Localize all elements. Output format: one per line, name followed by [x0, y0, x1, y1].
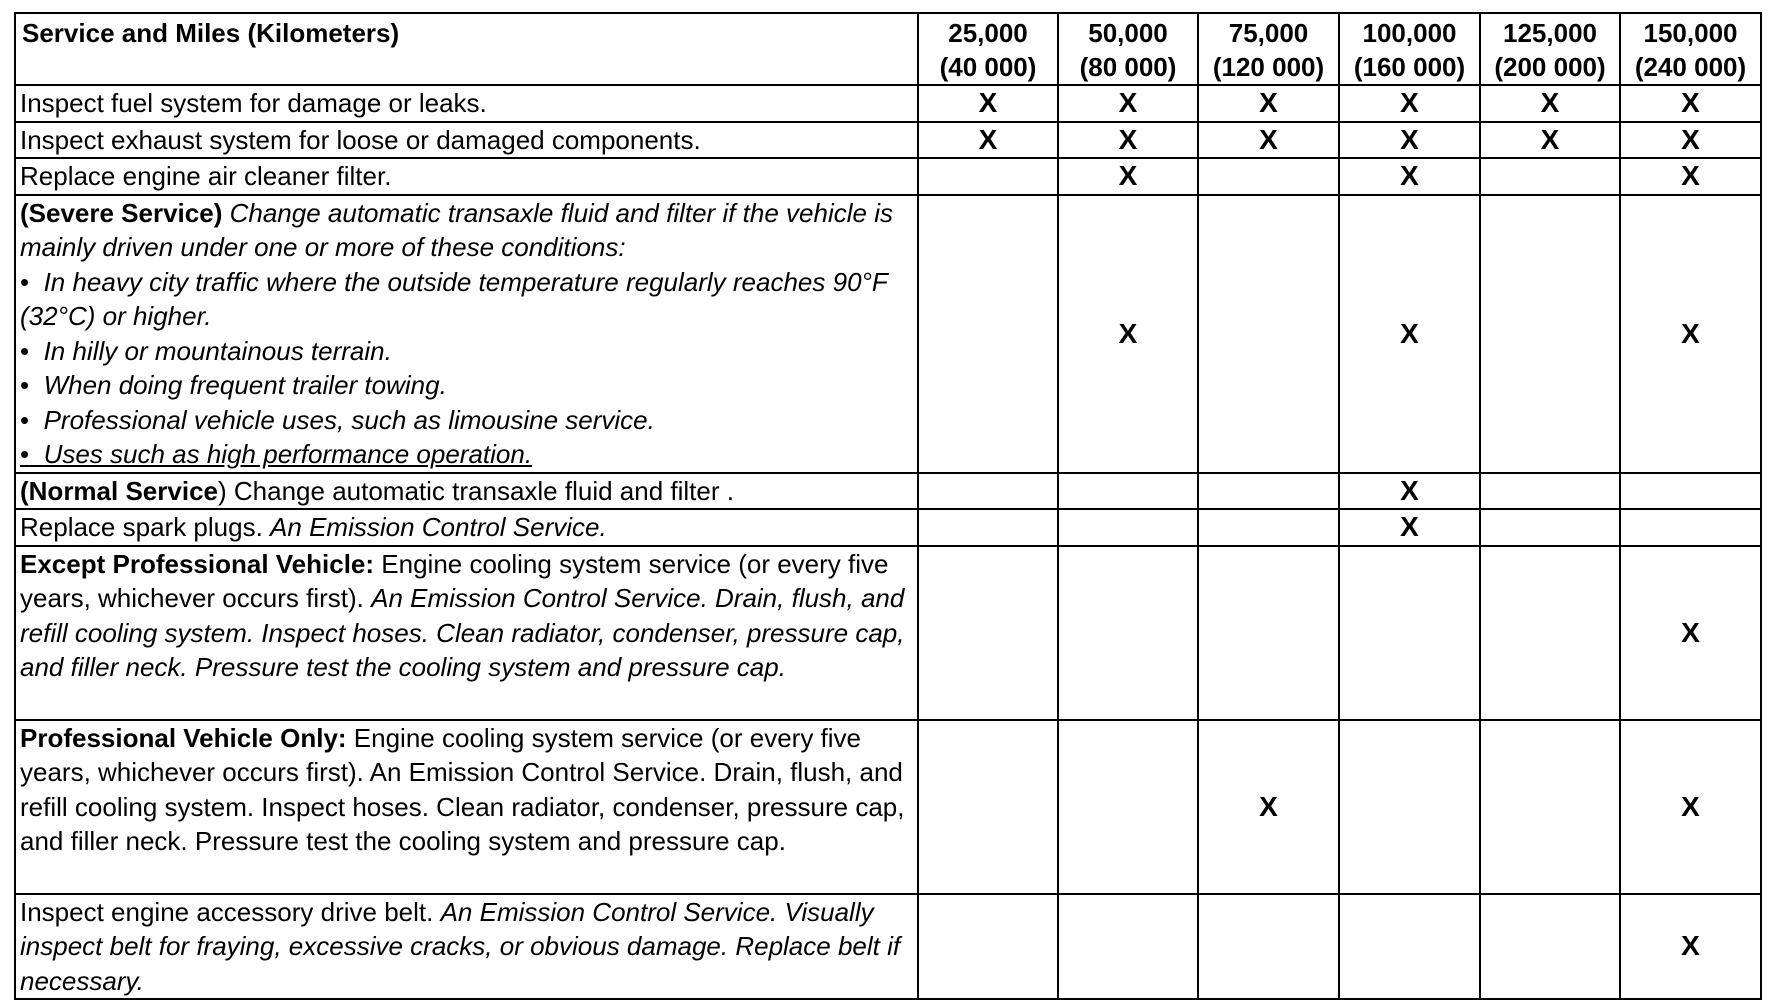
- interval-mark: [1198, 894, 1339, 999]
- interval-mark: [918, 473, 1058, 510]
- interval-mark: [1620, 473, 1761, 510]
- interval-header-50000: 50,000 (80 000): [1058, 13, 1198, 85]
- table-row: [15, 195, 1761, 473]
- interval-mark: X: [1620, 720, 1761, 894]
- table-row: [15, 894, 1761, 999]
- interval-mark: [1058, 546, 1198, 720]
- interval-mark: [1339, 894, 1480, 999]
- service-description: [15, 195, 918, 473]
- interval-mark: [918, 195, 1058, 473]
- service-description: (Normal Service) Change automatic transaxle fluid and filter .: [15, 473, 918, 510]
- interval-mark: [1198, 195, 1339, 473]
- service-description: Inspect engine accessory drive belt. An Emission Control Service. Visually inspect belt for fraying, excessive cracks, or obvious damage. Replace belt if necessary.: [15, 894, 918, 999]
- interval-mark: X: [1339, 122, 1480, 159]
- maintenance-schedule-table: [14, 12, 1762, 1000]
- interval-mark: X: [918, 122, 1058, 159]
- interval-mark: [1058, 509, 1198, 546]
- interval-mark: X: [1620, 546, 1761, 720]
- interval-mark: X: [1620, 122, 1761, 159]
- table-row: [15, 85, 1761, 122]
- interval-mark: [1198, 509, 1339, 546]
- interval-mark: X: [1339, 85, 1480, 122]
- service-lead: (Severe Service): [20, 197, 223, 228]
- interval-mark: X: [1058, 122, 1198, 159]
- interval-mark: [1058, 720, 1198, 894]
- interval-mark: [1198, 546, 1339, 720]
- interval-header-125000: 125,000 (200 000): [1480, 13, 1620, 85]
- service-description: Inspect fuel system for damage or leaks.: [15, 85, 918, 122]
- interval-mark: [1339, 546, 1480, 720]
- interval-mark: [1339, 720, 1480, 894]
- interval-mark: X: [1620, 85, 1761, 122]
- table-row: [15, 509, 1761, 546]
- interval-mark: [1480, 158, 1620, 195]
- service-column-header: Service and Miles (Kilometers): [15, 13, 918, 85]
- interval-mark: [1480, 546, 1620, 720]
- interval-mark: [918, 546, 1058, 720]
- interval-mark: [1058, 473, 1198, 510]
- table-row: [15, 122, 1761, 159]
- interval-mark: X: [1480, 85, 1620, 122]
- interval-mark: [1480, 720, 1620, 894]
- interval-mark: X: [1480, 122, 1620, 159]
- interval-mark: X: [1339, 158, 1480, 195]
- service-description: Professional Vehicle Only: Engine cooling system service (or every five years, whichever occurs first). An Emission Control Service. Drain, flush, and refill cooling system. Inspect hoses. Clean radiator, condenser, pressure cap, and filler neck. Pressure test the cooling system and pressure cap.: [15, 720, 918, 894]
- table-row: [15, 473, 1761, 510]
- interval-mark: X: [918, 85, 1058, 122]
- service-description: Replace engine air cleaner filter.: [15, 158, 918, 195]
- condition-bullet: • When doing frequent trailer towing.: [20, 370, 447, 400]
- interval-mark: [1198, 158, 1339, 195]
- interval-mark: [1620, 509, 1761, 546]
- service-description: Replace spark plugs. An Emission Control Service.: [15, 509, 918, 546]
- interval-mark: [918, 509, 1058, 546]
- header-row: [15, 13, 1761, 85]
- interval-mark: X: [1198, 85, 1339, 122]
- condition-bullet: • Uses such as high performance operation.: [20, 439, 533, 469]
- interval-mark: X: [1198, 720, 1339, 894]
- interval-mark: [1198, 473, 1339, 510]
- interval-mark: X: [1339, 509, 1480, 546]
- condition-bullet: • Professional vehicle uses, such as limousine service.: [20, 404, 655, 435]
- interval-mark: X: [1620, 195, 1761, 473]
- service-description: Except Professional Vehicle: Engine cooling system service (or every five years, whichever occurs first). An Emission Control Service. Drain, flush, and refill cooling system. Inspect hoses. Clean radiator, condenser, pressure cap, and filler neck. Pressure test the cooling system and pressure cap.: [15, 546, 918, 720]
- interval-mark: X: [1620, 894, 1761, 999]
- table-row: [15, 546, 1761, 720]
- interval-mark: X: [1058, 85, 1198, 122]
- interval-header-25000: 25,000 (40 000): [918, 13, 1058, 85]
- interval-mark: X: [1058, 195, 1198, 473]
- interval-mark: [1480, 195, 1620, 473]
- table-row: [15, 720, 1761, 894]
- interval-mark: [1058, 894, 1198, 999]
- interval-mark: X: [1339, 195, 1480, 473]
- service-text: Change automatic transaxle fluid and filter if the vehicle is mainly driven under one or more of these conditions:: [20, 197, 893, 262]
- service-description: Inspect exhaust system for loose or damaged components.: [15, 122, 918, 159]
- interval-mark: X: [1058, 158, 1198, 195]
- interval-mark: [1480, 473, 1620, 510]
- table-row: [15, 158, 1761, 195]
- interval-mark: [918, 720, 1058, 894]
- interval-mark: X: [1198, 122, 1339, 159]
- interval-mark: [1480, 509, 1620, 546]
- interval-mark: X: [1339, 473, 1480, 510]
- interval-header-75000: 75,000 (120 000): [1198, 13, 1339, 85]
- interval-mark: [1480, 894, 1620, 999]
- condition-bullet: • In hilly or mountainous terrain.: [20, 335, 392, 366]
- interval-mark: [918, 894, 1058, 999]
- interval-mark: X: [1620, 158, 1761, 195]
- condition-bullet: • In heavy city traffic where the outside temperature regularly reaches 90°F (32°C) or higher.: [20, 266, 888, 331]
- interval-header-150000: 150,000 (240 000): [1620, 13, 1761, 85]
- interval-mark: [918, 158, 1058, 195]
- interval-header-100000: 100,000 (160 000): [1339, 13, 1480, 85]
